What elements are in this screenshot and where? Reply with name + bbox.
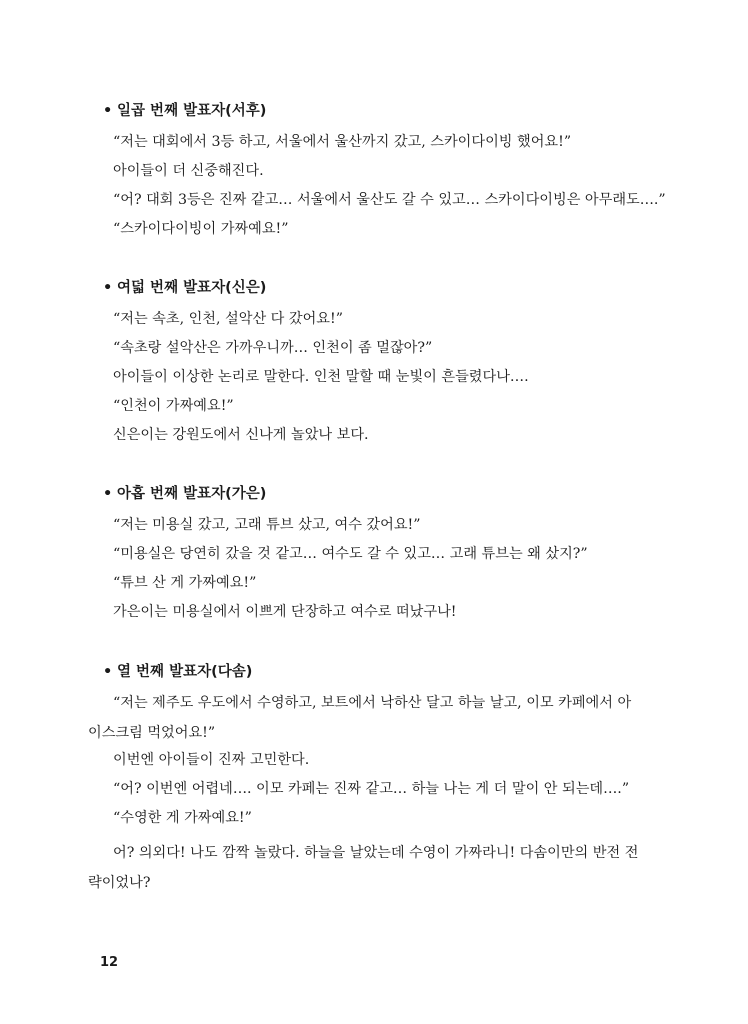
section-heading [103,101,266,121]
paragraph: “스카이다이빙이 가짜예요!” [113,221,289,237]
paragraph: “어? 이번엔 어렵네…. 이모 카페는 진짜 같고… 하늘 나는 게 더 말이 안 되는데….” [113,781,630,797]
paragraph: “인천이 가짜예요!” [113,398,234,414]
paragraph: “튜브 산 게 가짜예요!” [113,575,257,591]
section-heading-text: 여덟 번째 발표자(신은) [117,280,267,296]
paragraph: “속초랑 설악산은 가까우니까… 인천이 좀 멀잖아?” [113,340,433,356]
paragraph: “저는 대회에서 3등 하고, 서울에서 울산까지 갔고, 스카이다이빙 했어요!” [113,134,572,150]
paragraph: 어? 의외다! 나도 깜짝 놀랐다. 하늘을 날았는데 수영이 가짜라니! 다솜이만의 반전 전략이었나? [88,845,639,891]
paragraph: 아이들이 이상한 논리로 말한다. 인천 말할 때 눈빛이 흔들렸다나…. [113,369,529,385]
paragraph: 신은이는 강원도에서 신나게 놀았나 보다. [113,427,369,443]
section-heading-text: 아홉 번째 발표자(가은) [117,486,267,502]
section-heading [103,278,266,298]
section-heading [103,484,266,504]
paragraph: “미용실은 당연히 갔을 것 같고… 여수도 갈 수 있고… 고래 튜브는 왜 샀지?” [113,546,588,562]
bullet: • [103,486,113,502]
paragraph: “저는 미용실 갔고, 고래 튜브 샀고, 여수 갔어요!” [113,517,421,533]
section-heading-text: 일곱 번째 발표자(서후) [117,103,267,119]
paragraph: “저는 속초, 인천, 설악산 다 갔어요!” [113,311,343,327]
paragraph: “수영한 게 가짜예요!” [113,810,252,826]
bullet: • [103,103,113,119]
page-number: 12 [100,955,119,970]
paragraph: 아이들이 더 신중해진다. [113,163,264,179]
paragraph: 가은이는 미용실에서 이쁘게 단장하고 여수로 떠났구나! [113,604,457,620]
bullet: • [103,280,113,296]
paragraph: 이번엔 아이들이 진짜 고민한다. [113,752,310,768]
bullet: • [103,664,113,680]
paragraph: “어? 대회 3등은 진짜 같고… 서울에서 울산도 갈 수 있고… 스카이다이빙은 아무래도….” [113,192,666,208]
paragraph: “저는 제주도 우도에서 수영하고, 보트에서 낙하산 달고 하늘 날고, 이모 카페에서 아이스크림 먹었어요!” [88,695,632,741]
section-heading [103,662,252,682]
section-heading-text: 열 번째 발표자(다솜) [117,664,253,680]
